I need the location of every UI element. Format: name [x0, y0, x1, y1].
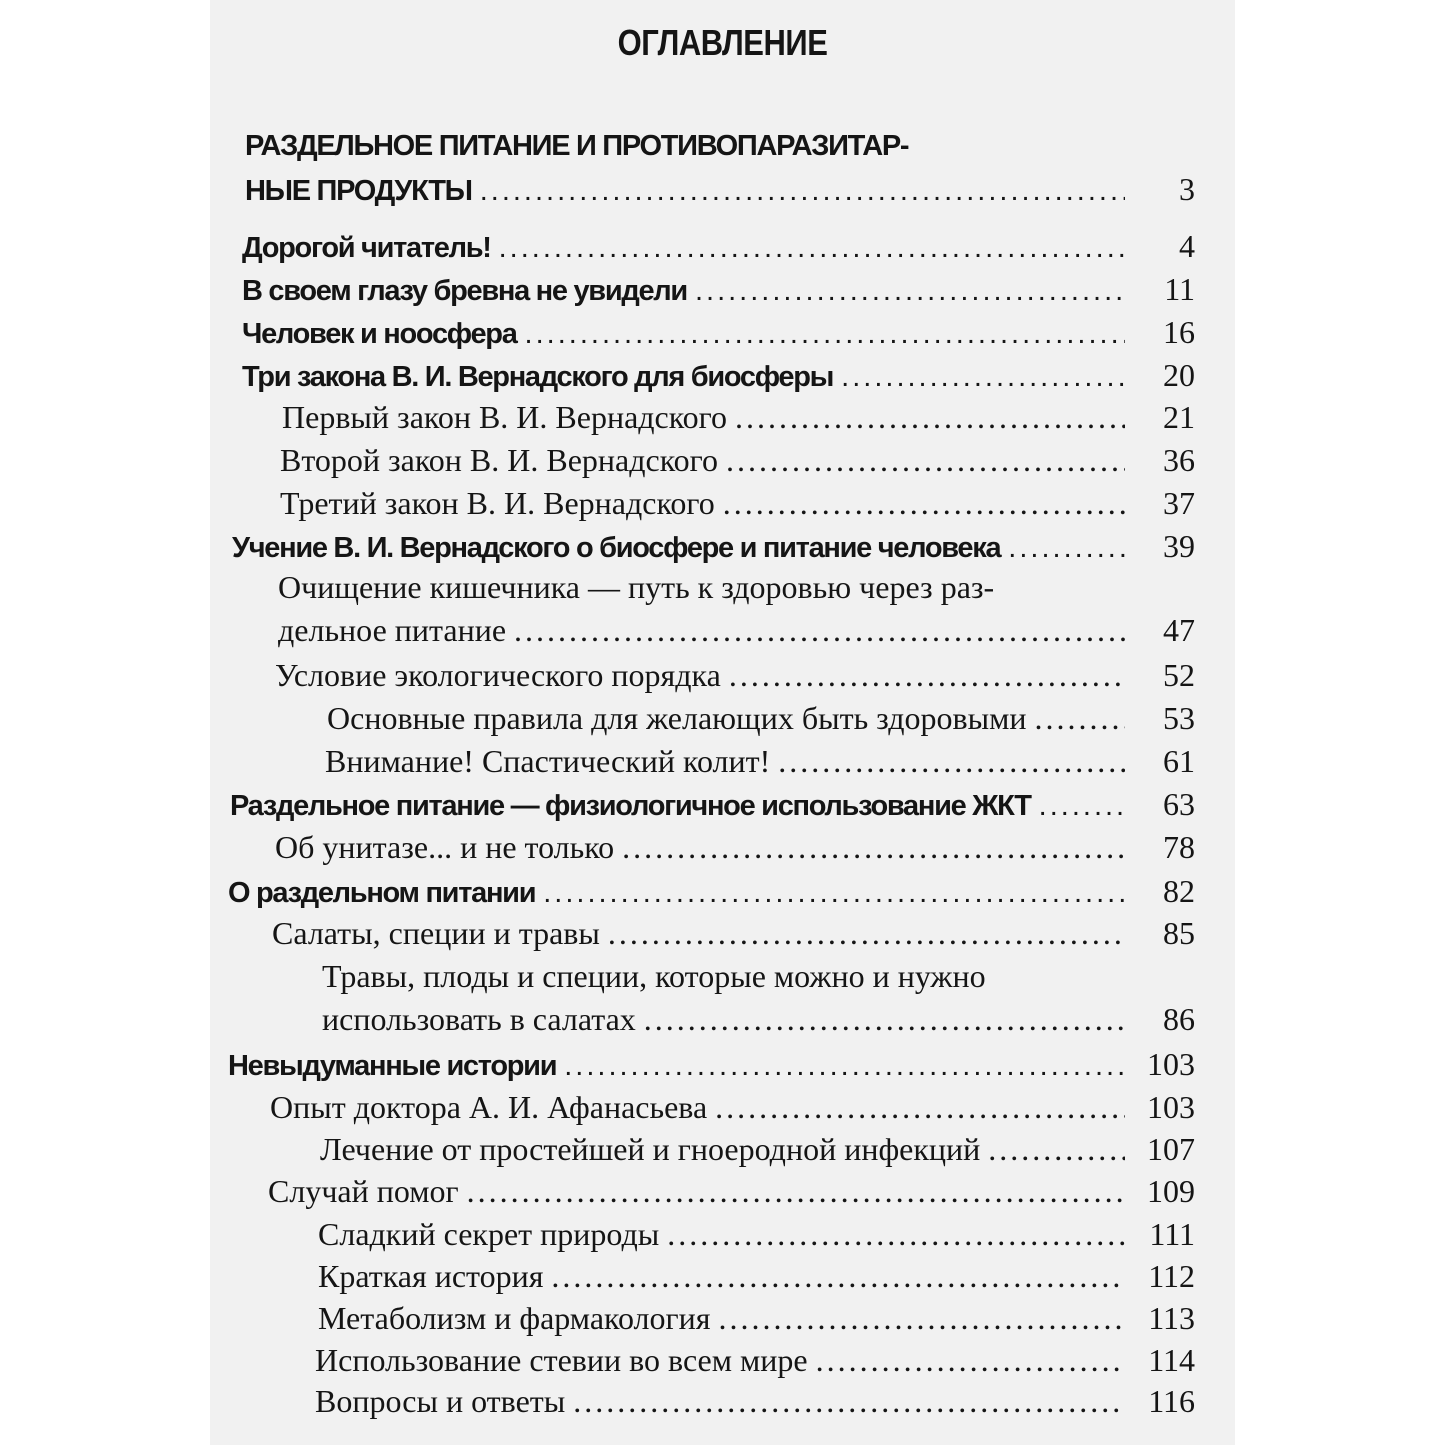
toc-entry-title: О раздельном питании [228, 877, 536, 909]
dot-leader [551, 1255, 1125, 1298]
toc-entry[interactable] [282, 396, 1195, 439]
toc-entry[interactable] [270, 1086, 1195, 1129]
toc-entry-title: Сладкий секрет природы [318, 1216, 660, 1252]
toc-entry-row [315, 1339, 1195, 1382]
toc-entry-row [228, 870, 1195, 915]
page-title: ОГЛАВЛЕНИЕ [617, 22, 828, 63]
toc-page-number: 113 [1148, 1300, 1195, 1336]
toc-entry[interactable] [232, 525, 1195, 570]
dot-leader [467, 1170, 1125, 1213]
dot-leader [841, 356, 1125, 399]
toc-entry-title: В своем глазу бревна не увидели [242, 275, 687, 307]
toc-entry-title: Салаты, специи и травы [272, 915, 600, 951]
toc-entry[interactable] [242, 225, 1195, 270]
toc-page-number: 11 [1164, 271, 1195, 307]
toc-entry[interactable] [315, 1380, 1195, 1423]
toc-entry-row [268, 1170, 1195, 1213]
toc-entry-title-line: Очищение кишечника — путь к здоровью через раз- [278, 569, 995, 605]
toc-entry-title: Человек и ноосфера [242, 318, 517, 350]
toc-entry-title: НЫЕ ПРОДУКТЫ [245, 175, 472, 207]
dot-leader [729, 654, 1125, 697]
toc-entry[interactable] [327, 697, 1195, 740]
toc-entry[interactable] [278, 566, 1195, 652]
toc-entry-row [242, 354, 1195, 399]
toc-page-number: 86 [1163, 1001, 1195, 1037]
toc-entry[interactable] [280, 482, 1195, 525]
toc-page-number: 85 [1163, 915, 1195, 951]
dot-leader [723, 482, 1125, 525]
toc-entry-title: Невыдуманные истории [228, 1050, 557, 1082]
toc-entry[interactable] [245, 125, 1195, 213]
dot-leader [726, 439, 1125, 482]
dot-leader [778, 740, 1125, 783]
toc-entry-title-line: РАЗДЕЛЬНОЕ ПИТАНИЕ И ПРОТИВОПАРАЗИТАР- [245, 130, 909, 162]
toc-entry-title: Лечение от простейшей и гноеродной инфекций [320, 1131, 981, 1167]
toc-entry-row [315, 1380, 1195, 1423]
toc-page-number: 36 [1163, 442, 1195, 478]
toc-entry-row [275, 826, 1195, 869]
toc-entry[interactable] [275, 826, 1195, 869]
toc-entry[interactable] [242, 354, 1195, 399]
toc-entry-title: Краткая история [318, 1258, 544, 1294]
toc-entry-title: Второй закон В. И. Вернадского [280, 442, 718, 478]
toc-entry-title: Три закона В. И. Вернадского для биосферы [242, 361, 834, 393]
dot-leader [1039, 785, 1125, 828]
toc-entry-title: Использование стевии во всем мире [315, 1342, 808, 1378]
toc-page-number: 52 [1163, 657, 1195, 693]
toc-page-number: 63 [1163, 786, 1195, 822]
toc-entry-title: Основные правила для желающих быть здоровыми [327, 700, 1027, 736]
toc-entry-title: Учение В. И. Вернадского о биосфере и питание человека [232, 532, 1001, 564]
dot-leader [695, 270, 1125, 313]
toc-entry-row [242, 311, 1195, 356]
toc-page-number: 78 [1163, 829, 1195, 865]
dot-leader [715, 1086, 1125, 1129]
toc-entry[interactable] [228, 870, 1195, 915]
toc-entry-title: Раздельное питание — физиологичное использование ЖКТ [230, 790, 1031, 822]
toc-entry-row [280, 439, 1195, 482]
toc-page-number: 53 [1163, 700, 1195, 736]
toc-entry-row [242, 268, 1195, 313]
toc-page-number: 16 [1163, 314, 1195, 350]
dot-leader [564, 1045, 1125, 1088]
toc-entry-row [325, 740, 1195, 783]
dot-leader [816, 1339, 1125, 1382]
toc-entry-row [318, 1255, 1195, 1298]
toc-entry[interactable] [272, 912, 1195, 955]
toc-page-number: 114 [1148, 1342, 1195, 1378]
toc-page-number: 103 [1147, 1089, 1195, 1125]
toc-entry[interactable] [322, 955, 1195, 1041]
toc-entry-title: Вопросы и ответы [315, 1383, 566, 1419]
toc-page-number: 39 [1163, 528, 1195, 564]
toc-entry[interactable] [318, 1255, 1195, 1298]
dot-leader [573, 1380, 1125, 1423]
toc-entry-row [280, 482, 1195, 525]
toc-entry[interactable] [242, 311, 1195, 356]
dot-leader [514, 609, 1125, 652]
toc-entry[interactable] [275, 654, 1195, 697]
toc-entry-row [318, 1297, 1195, 1340]
toc-entry-title: Метаболизм и фармакология [318, 1300, 711, 1336]
toc-entry-row [245, 168, 1195, 213]
toc-entry-title: Об унитазе... и не только [275, 829, 615, 865]
toc-page-number: 21 [1163, 399, 1195, 435]
toc-entry-title: Внимание! Спастический колит! [325, 743, 771, 779]
toc-page-number: 112 [1148, 1258, 1195, 1294]
toc-entry-row [228, 1043, 1195, 1088]
toc-entry-title: Дорогой читатель! [242, 232, 491, 264]
toc-entry[interactable] [230, 783, 1195, 828]
toc-entry-row [320, 1128, 1195, 1171]
toc-entry[interactable] [320, 1128, 1195, 1171]
dot-leader [718, 1297, 1125, 1340]
toc-entry-title: использовать в салатах [322, 1001, 636, 1037]
toc-entry-title: Опыт доктора А. И. Афанасьева [270, 1089, 708, 1125]
toc-page-number: 4 [1179, 228, 1195, 264]
toc-entry[interactable] [315, 1339, 1195, 1382]
toc-entry-title: Случай помог [268, 1173, 459, 1209]
toc-entry[interactable] [325, 740, 1195, 783]
toc-entry[interactable] [318, 1213, 1195, 1256]
book-page [210, 0, 1235, 1445]
toc-page-number: 109 [1147, 1173, 1195, 1209]
toc-entry-row [327, 697, 1195, 740]
toc-entry-row [242, 225, 1195, 270]
toc-page-number: 116 [1148, 1383, 1195, 1419]
toc-page-number: 82 [1163, 873, 1195, 909]
toc-entry[interactable] [318, 1297, 1195, 1340]
toc-entry-row [270, 1086, 1195, 1129]
dot-leader [543, 872, 1125, 915]
dot-leader [499, 227, 1125, 270]
dot-leader [644, 998, 1125, 1041]
dot-leader [622, 826, 1125, 869]
toc-entry[interactable] [268, 1170, 1195, 1213]
toc-page-number: 20 [1163, 357, 1195, 393]
toc-entry[interactable] [228, 1043, 1195, 1088]
dot-leader [1035, 697, 1126, 740]
toc-entry-title-line: Травы, плоды и специи, которые можно и нужно [322, 958, 986, 994]
toc-page-number: 61 [1163, 743, 1195, 779]
toc-entry[interactable] [280, 439, 1195, 482]
toc-entry-row [282, 396, 1195, 439]
dot-leader [735, 396, 1125, 439]
toc-page-number: 37 [1163, 485, 1195, 521]
toc-entry-row [322, 998, 1195, 1041]
toc-entry-row [275, 654, 1195, 697]
dot-leader [608, 912, 1125, 955]
toc-page-number: 47 [1163, 612, 1195, 648]
toc-entry-title: дельное питание [278, 612, 507, 648]
toc-page-number: 107 [1147, 1131, 1195, 1167]
dot-leader [1008, 527, 1125, 570]
toc-page-number: 111 [1149, 1216, 1195, 1252]
toc-entry-row [318, 1213, 1195, 1256]
toc-entry-row [232, 525, 1195, 570]
toc-entry-row [230, 783, 1195, 828]
dot-leader [480, 170, 1125, 213]
toc-entry-title: Условие экологического порядка [275, 657, 721, 693]
toc-page-number: 3 [1179, 171, 1195, 207]
toc-page-number: 103 [1147, 1046, 1195, 1082]
toc-entry-row [272, 912, 1195, 955]
toc-entry-title: Первый закон В. И. Вернадского [282, 399, 727, 435]
toc-entry-row [278, 609, 1195, 652]
toc-entry-title: Третий закон В. И. Вернадского [280, 485, 715, 521]
dot-leader [667, 1213, 1125, 1256]
dot-leader [988, 1128, 1125, 1171]
dot-leader [525, 313, 1125, 356]
toc-entry[interactable] [242, 268, 1195, 313]
